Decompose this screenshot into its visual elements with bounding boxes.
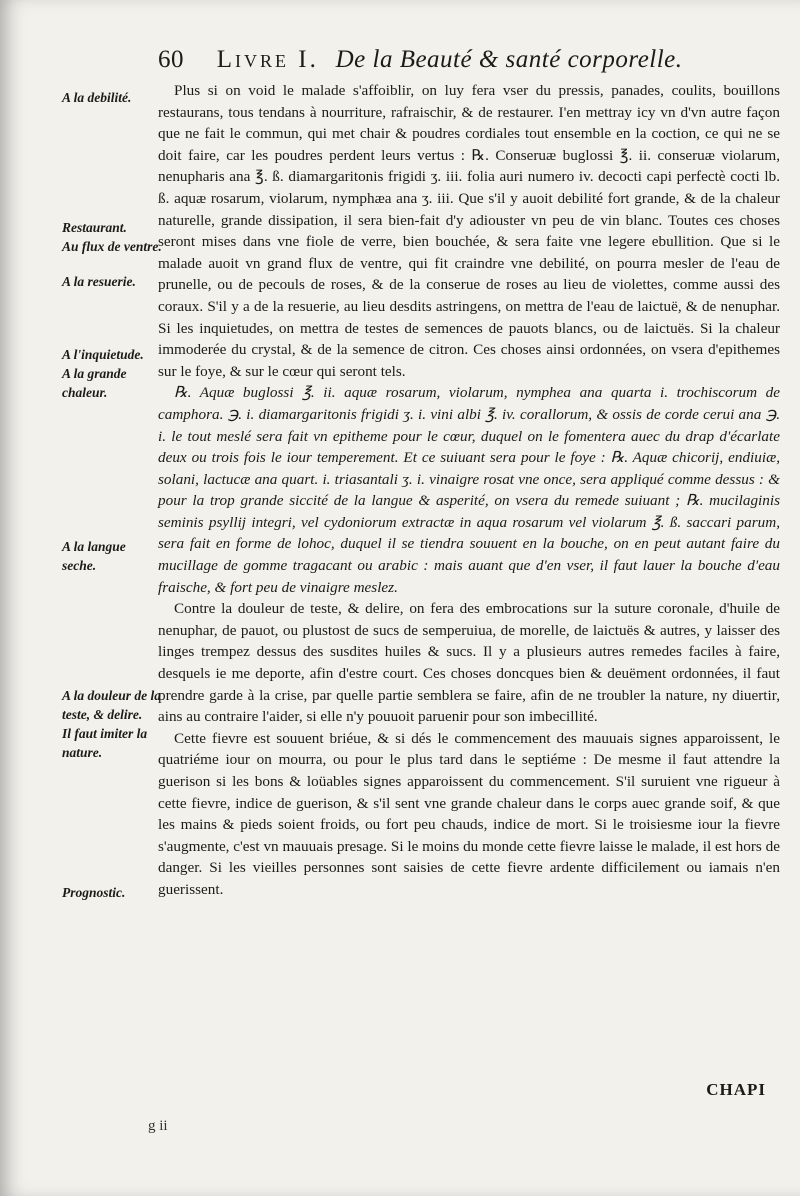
body-text: [158, 80, 780, 901]
running-subtitle: De la Beauté & santé corporelle.: [335, 46, 683, 73]
margin-note: Restaurant. Au flux de ventre.: [62, 220, 162, 254]
paragraph: Cette fievre est souuent briéue, & si dés le commencement des mauuais signes apparoissent, le quatriéme iour on mourra, ou pour le plus tard dans le septiéme : De mesme il faut attendre la guerison si les bons & loüables signes apparoissent du commencement. S'il suruient vne rigueur à cette fievre, indice de guerison, & s'il sent vne grande chaleur dans le corps auec grande soif, & que les mains & pieds soient froids, ou fort peu chauds, indice de mort. Si le troisiesme iour la fievre s'augmente, c'est vn mauuais presage. Si le moins du monde cette fievre laisse le malade, il est hors de danger. Si les vieilles personnes sont saisies de cette fievre ardente difficilement ou iamais n'en guerissent.: [158, 729, 780, 898]
signature-mark: g ii: [148, 1118, 168, 1134]
catchword: CHAPI: [706, 1080, 766, 1099]
paragraph: Plus si on void le malade s'affoiblir, on luy fera vser du pressis, panades, coulits, bouillons restaurans, tous tendans à nourriture, rafraischir, & de restaurer. I'en mettray icy vn d'vn autre façon que ne fait le commun, qui met chair & poudres cordiales tout ensemble en la coction, ce qui ne se doit faire, car les poudres perdent leurs vertus : ℞. Conseruæ buglossi ℥. ii. conseruæ violarum, nenupharis ana ℥. ß. diamargaritonis frigidi ʒ. iii. folia auri numero iv. decocti capi perfectè cocti lb. ß. aquæ rosarum, violarum, nymphæa ana ʒ. iii. Que s'il y auoit debilité fort grande, & de la chaleur naturelle, grande dissipation, il sera bien-fait d'y adiouster vn peu de vin blanc. Toutes ces choses seront mises dans vne fiole de verre, bien bouchée, & sera faite vne legere ebullition. Que si le malade auoit vn grand flux de ventre, qui fit craindre vne debilité, on pourra mesler de l'eau de prunelle, ou de pecouls de roses, & de la conserue de roses au lieu de violettes, comme aussi des coraux. S'il y a de la resuerie, au lieu desdits astringens, on mettra de l'eau de laictuë, & de nenuphar. Si les inquietudes, on mettra de testes de semences de pauots blancs, ou de laictuës. Si la chaleur immoderée du crystal, & de la semence de citron. Ces choses ainsi ordonnées, on vsera d'epithemes sur le foye, & sur le cœur qui seront tels.: [158, 82, 780, 380]
paragraph: Contre la douleur de teste, & delire, on fera des embrocations sur la suture coronale, d'huile de nenuphar, de pauot, ou plustost de sucs de semperuiua, de morelle, de laictuës & autres, y laisser des linges trempez dessus des susdites huiles & sucs. Il y a plusieurs autres remedes faciles à faire, desquels ie me deporte, afin d'estre court. Ces choses doncques bien & deuëment ordonnées, il faut prendre garde à la crise, par quelle partie semblera se faire, afin de ne troubler la nature, ny diuertir, ains au contraire l'aider, si elle n'y pouuoit paruenir pour son imbecillité.: [158, 600, 780, 726]
margin-note: A la douleur de la teste, & delire. Il faut imiter la nature.: [62, 688, 162, 760]
book-title: Livre I.: [216, 46, 319, 73]
margin-note: Prognostic.: [62, 885, 126, 900]
margin-note: A la langue seche.: [62, 539, 126, 573]
margin-note: A la debilité.: [62, 90, 132, 105]
margin-note: A la resuerie.: [62, 274, 136, 289]
running-head: [158, 46, 772, 74]
margin-note: A l'inquietude. A la grande chaleur.: [62, 347, 144, 400]
page-number: 60: [158, 46, 184, 73]
paragraph-recipe: ℞. Aquæ buglossi ℥. ii. aquæ rosarum, violarum, nymphea ana quarta i. trochiscorum de camphora. ℈. i. diamargaritonis frigidi ʒ. i. vini albi ℥. iv. corallorum, & ossis de corde cerui ana ℈. i. le tout meslé sera fait vn epitheme pour le cœur, duquel on le fomentera auec du drap d'écarlate deux ou trois fois le iour temperement. Et ce suiuant sera pour le foye : ℞. Aquæ chicorij, endiuiæ, solani, lactucæ ana quart. i. triasantali ʒ. i. vinaigre rosat vne once, sera appliqué comme dessus : & pour la trop grande siccité de la langue & asperité, on vsera du remede suiuant ; ℞. mucilaginis seminis psyllij integri, vel cydoniorum extractæ in aqua rosarum vel violarum ℥. ß. saccari parum, sera fait en forme de lohoc, duquel il se tiendra souuent en la bouche, on en peut autant faire du mucillage de gomme tragacant ou arabic : mais auant que d'en vser, il faut lauer la bouche d'eau fraische, & fort peu de vinaigre meslez.: [158, 384, 780, 596]
